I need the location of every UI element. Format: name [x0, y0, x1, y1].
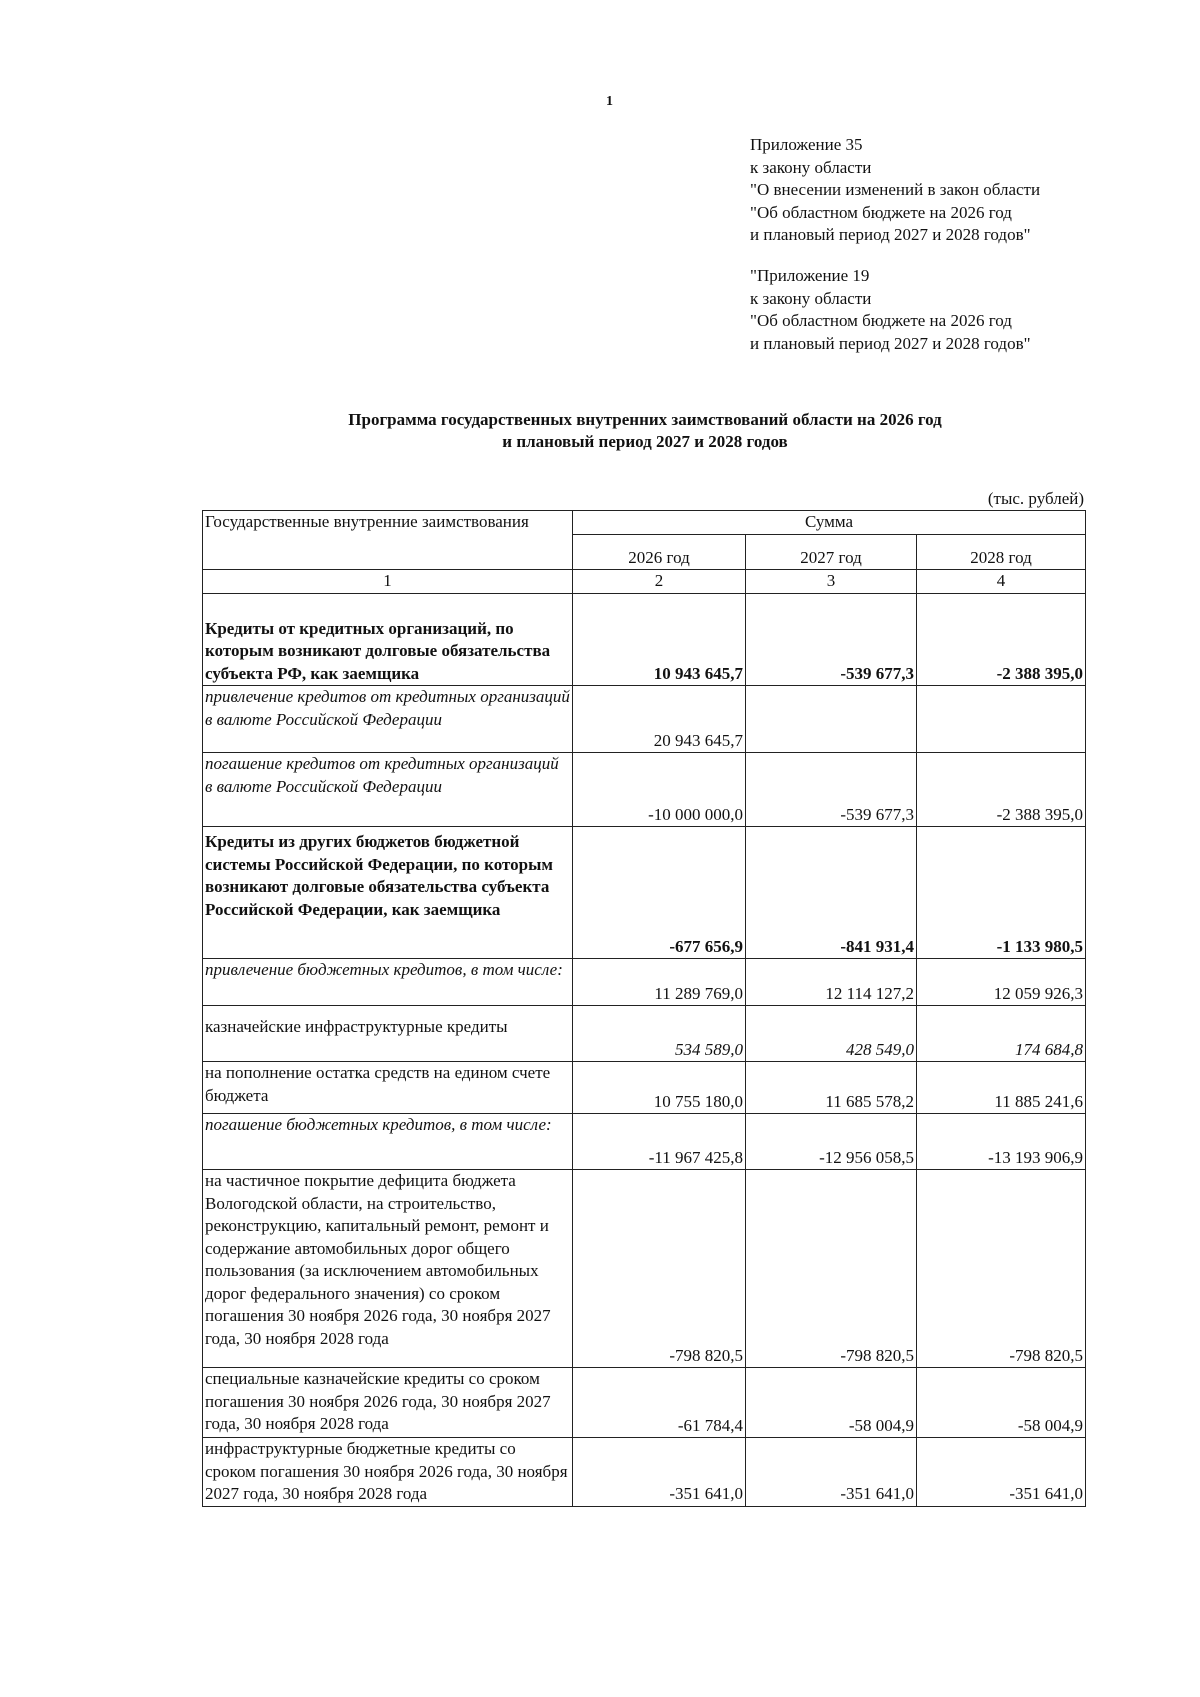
value-2027: -539 677,3: [746, 593, 917, 686]
value-2027: -58 004,9: [746, 1368, 917, 1438]
appendix-35-line: Приложение 35: [750, 135, 863, 154]
table-row: [203, 959, 1086, 1006]
value-2028: 174 684,8: [917, 1006, 1086, 1062]
row-label: привлечение бюджетных кредитов, в том числе:: [203, 959, 573, 1006]
value-2027: [746, 686, 917, 753]
header-column-number: 4: [917, 570, 1086, 594]
row-label: на пополнение остатка средств на едином счете бюджета: [203, 1062, 573, 1114]
appendix-19-line: к закону области: [750, 288, 872, 308]
row-label: казначейские инфраструктурные кредиты: [203, 1006, 573, 1062]
row-label: погашение бюджетных кредитов, в том числе:: [203, 1114, 573, 1170]
row-label: погашение кредитов от кредитных организаций в валюте Российской Федерации: [203, 753, 573, 827]
row-label: на частичное покрытие дефицита бюджета Вологодской области, на строительство, реконструкцию, капитальный ремонт, ремонт и содержание автомобильных дорог общего пользования (за исключением автомобильных дорог федерального значения) со сроком погашения 30 ноября 2026 года, 30 ноября 2027 года, 30 ноября 2028 года: [203, 1170, 573, 1368]
appendix-19-line: "Приложение 19: [750, 266, 870, 285]
table-row: [203, 1170, 1086, 1368]
table-row: [203, 1368, 1086, 1438]
table-row: [203, 753, 1086, 827]
value-2028: -2 388 395,0: [917, 593, 1086, 686]
table-row: [203, 1114, 1086, 1170]
appendix-35-line: и плановый период 2027 и 2028 годов": [750, 225, 1031, 244]
appendix-19-line: "Об областном бюджете на 2026 год: [750, 311, 1012, 330]
appendix-19-header: [750, 265, 1031, 355]
table-row: [203, 1438, 1086, 1507]
table-row: [203, 1006, 1086, 1062]
value-2026: -798 820,5: [573, 1170, 746, 1368]
header-column-number: 2: [573, 570, 746, 594]
table-row: [203, 827, 1086, 959]
row-label: Кредиты из других бюджетов бюджетной системы Российской Федерации, по которым возникают долговые обязательства субъекта Российской Федерации, как заемщика: [203, 827, 573, 959]
appendix-35-line: "Об областном бюджете на 2026 год: [750, 202, 1012, 222]
value-2027: 12 114 127,2: [746, 959, 917, 1006]
page-number: 1: [606, 94, 613, 109]
table-body: [203, 593, 1086, 1506]
header-year-2028: 2028 год: [917, 534, 1086, 570]
appendix-35-line: к закону области: [750, 157, 872, 177]
value-2026: 11 289 769,0: [573, 959, 746, 1006]
value-2027: -841 931,4: [746, 827, 917, 959]
header-column-number: 3: [746, 570, 917, 594]
value-2028: 12 059 926,3: [917, 959, 1086, 1006]
value-2028: -13 193 906,9: [917, 1114, 1086, 1170]
borrowings-table: [202, 510, 1086, 1507]
table-row: [203, 593, 1086, 686]
value-2026: 534 589,0: [573, 1006, 746, 1062]
units-label: (тыс. рублей): [987, 489, 1084, 508]
value-2027: 11 685 578,2: [746, 1062, 917, 1114]
document-title-line-1: Программа государственных внутренних заимствований области на 2026 год: [348, 410, 942, 429]
value-2028: -2 388 395,0: [917, 753, 1086, 827]
value-2028: 11 885 241,6: [917, 1062, 1086, 1114]
value-2027: 428 549,0: [746, 1006, 917, 1062]
value-2026: 10 755 180,0: [573, 1062, 746, 1114]
value-2027: -798 820,5: [746, 1170, 917, 1368]
value-2026: 20 943 645,7: [573, 686, 746, 753]
row-label: специальные казначейские кредиты со сроком погашения 30 ноября 2026 года, 30 ноября 2027 года, 30 ноября 2028 года: [203, 1368, 573, 1438]
value-2028: -351 641,0: [917, 1438, 1086, 1507]
header-year-2027: 2027 год: [746, 534, 917, 570]
header-sum: Сумма: [573, 511, 1086, 535]
header-borrowings: Государственные внутренние заимствования: [203, 511, 573, 570]
header-column-number: 1: [203, 570, 573, 594]
row-label: инфраструктурные бюджетные кредиты со сроком погашения 30 ноября 2026 года, 30 ноября 2027 года, 30 ноября 2028 года: [203, 1438, 573, 1507]
header-year-2026: 2026 год: [573, 534, 746, 570]
table-row: [203, 1062, 1086, 1114]
value-2027: -539 677,3: [746, 753, 917, 827]
value-2026: -351 641,0: [573, 1438, 746, 1507]
value-2028: -1 133 980,5: [917, 827, 1086, 959]
appendix-35-line: "О внесении изменений в закон области: [750, 180, 1041, 199]
value-2026: 10 943 645,7: [573, 593, 746, 686]
value-2026: -677 656,9: [573, 827, 746, 959]
row-label: Кредиты от кредитных организаций, по которым возникают долговые обязательства субъекта РФ, как заемщика: [203, 593, 573, 686]
value-2026: -11 967 425,8: [573, 1114, 746, 1170]
document-title: [0, 409, 1200, 453]
table-row: [203, 686, 1086, 753]
appendix-35-header: [750, 134, 1040, 247]
value-2027: -12 956 058,5: [746, 1114, 917, 1170]
row-label: привлечение кредитов от кредитных организаций в валюте Российской Федерации: [203, 686, 573, 753]
value-2026: -61 784,4: [573, 1368, 746, 1438]
value-2026: -10 000 000,0: [573, 753, 746, 827]
value-2028: -58 004,9: [917, 1368, 1086, 1438]
document-title-line-2: и плановый период 2027 и 2028 годов: [502, 432, 788, 451]
value-2027: -351 641,0: [746, 1438, 917, 1507]
value-2028: [917, 686, 1086, 753]
appendix-19-line: и плановый период 2027 и 2028 годов": [750, 333, 1031, 353]
value-2028: -798 820,5: [917, 1170, 1086, 1368]
